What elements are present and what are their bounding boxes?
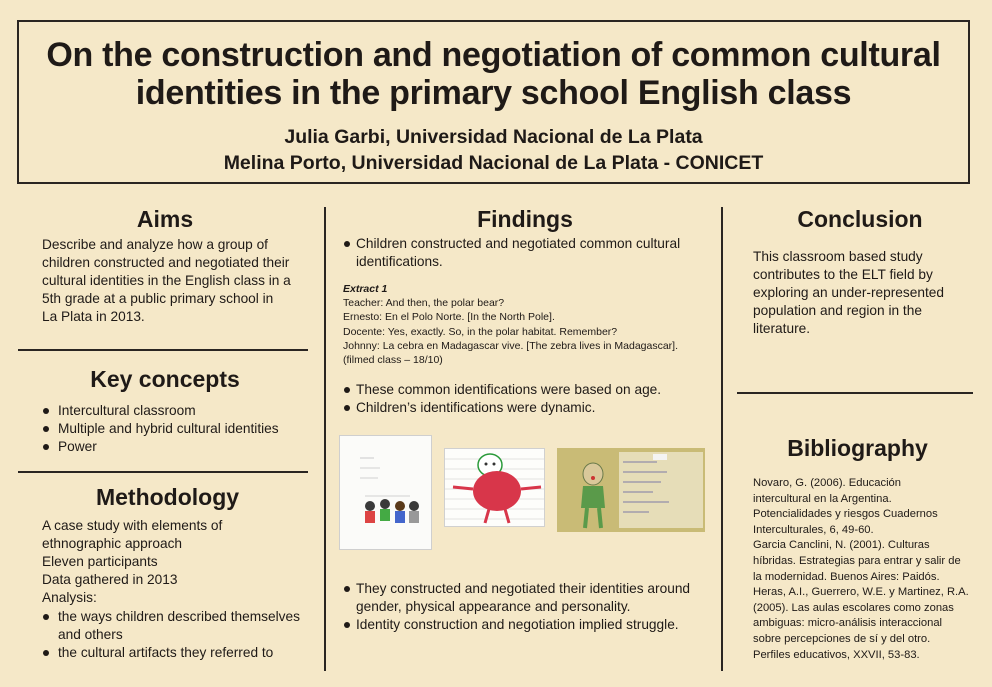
author-2: Melina Porto, Universidad Nacional de La Plata - CONICET: [223, 152, 764, 174]
extract-line: Teacher: And then, the polar bear?: [343, 297, 505, 310]
extract-1: [343, 282, 718, 367]
bib-line: la modernidad. Buenos Aires: Paidós.: [753, 570, 940, 583]
bibliography-heading: Bibliography: [787, 435, 928, 461]
list-item: Identity construction and negotiation implied struggle.: [343, 616, 713, 634]
findings-points-3: [343, 580, 713, 634]
bib-line: intercultural en la Argentina.: [753, 492, 892, 505]
findings-points-2: [343, 381, 713, 417]
bib-line: Interculturales, 6, 49-60.: [753, 523, 874, 536]
bullet-icon: [43, 650, 49, 656]
methodology-line: A case study with elements of: [42, 518, 223, 533]
extract-line: (filmed class – 18/10): [343, 354, 443, 367]
list-item: They constructed and negotiated their identities around gender, physical appearance and personality.: [343, 580, 713, 616]
findings-point-1: [343, 235, 713, 271]
poster-header: [17, 20, 970, 184]
bib-line: Perfiles educativos, XXVII, 53-83.: [753, 648, 920, 661]
key-concepts-list: [42, 402, 312, 456]
bib-line: sobre percepciones de sí y del otro.: [753, 632, 931, 645]
methodology-analysis-item: [42, 644, 312, 662]
aims-text: Describe and analyze how a group of children constructed and negotiated their cultural identities in the English class in a 5th grade at a public primary school in La Plata in 2013.: [42, 237, 291, 324]
extract-line: Ernesto: En el Polo Norte. [In the North Pole].: [343, 311, 555, 324]
list-item: These common identifications were based on age.: [343, 381, 713, 399]
children-drawing-photo: [339, 435, 432, 550]
title-line-1: On the construction and negotiation of common cultural: [46, 36, 941, 74]
bib-line: Garcia Canclini, N. (2001). Culturas: [753, 539, 930, 552]
bib-line: Potencialidades y riesgos Cuadernos: [753, 508, 938, 521]
methodology-line: Analysis:: [42, 590, 97, 605]
methodology-line: ethnographic approach: [42, 536, 183, 551]
methodology-heading: Methodology: [95, 484, 240, 510]
divider-aims-keyconcepts: [18, 349, 308, 351]
list-item: Children constructed and negotiated common cultural identifications.: [343, 235, 713, 271]
bib-line: (2005). Las aulas escolares como zonas: [753, 601, 954, 614]
authors: [19, 124, 968, 176]
red-figure-drawing-photo: [444, 448, 545, 527]
divider-conclusion-bibliography: [737, 392, 973, 394]
bib-line: ambiguas: micro-análisis interaccional: [753, 617, 943, 630]
poster-title: [19, 36, 968, 112]
title-line-2: identities in the primary school English class: [135, 74, 852, 112]
extract-title: Extract 1: [343, 283, 388, 295]
bib-line: Heras, A.I., Guerrero, W.E. y Martinez, R.A.: [753, 586, 969, 599]
column-divider-left: [324, 207, 326, 671]
green-figure-notebook-photo: [557, 448, 705, 532]
conclusion-heading: Conclusion: [797, 206, 923, 232]
extract-line: Johnny: La cebra en Madagascar vive. [The zebra lives in Madagascar].: [343, 339, 679, 352]
bib-line: Novaro, G. (2006). Educación: [753, 477, 901, 489]
list-item: Children’s identifications were dynamic.: [343, 399, 713, 417]
methodology-line: Data gathered in 2013: [42, 572, 178, 587]
key-concepts-heading: Key concepts: [90, 366, 240, 392]
methodology-analysis-item: [42, 608, 307, 644]
column-divider-right: [721, 207, 723, 671]
bib-line: híbridas. Estrategias para entrar y salir de: [753, 554, 961, 567]
extract-line: Docente: Yes, exactly. So, in the polar habitat. Remember?: [343, 325, 618, 338]
list-item: Power: [42, 438, 312, 456]
divider-keyconcepts-methodology: [18, 471, 308, 473]
methodology-line: Eleven participants: [42, 554, 158, 569]
bibliography-list: [753, 476, 978, 663]
conclusion-text: This classroom based study contributes to the ELT field by exploring an under-represented population and region in the literature.: [753, 249, 944, 336]
methodology-text: [42, 517, 317, 607]
list-item: Intercultural classroom: [42, 402, 312, 420]
findings-heading: Findings: [477, 206, 573, 232]
analysis-item-1: the ways children described themselves and others: [58, 609, 300, 642]
author-1: Julia Garbi, Universidad Nacional de La Plata: [284, 126, 703, 148]
list-item: Multiple and hybrid cultural identities: [42, 420, 312, 438]
bullet-icon: [43, 614, 49, 620]
aims-heading: Aims: [136, 206, 194, 232]
analysis-item-2: the cultural artifacts they referred to: [58, 645, 274, 660]
